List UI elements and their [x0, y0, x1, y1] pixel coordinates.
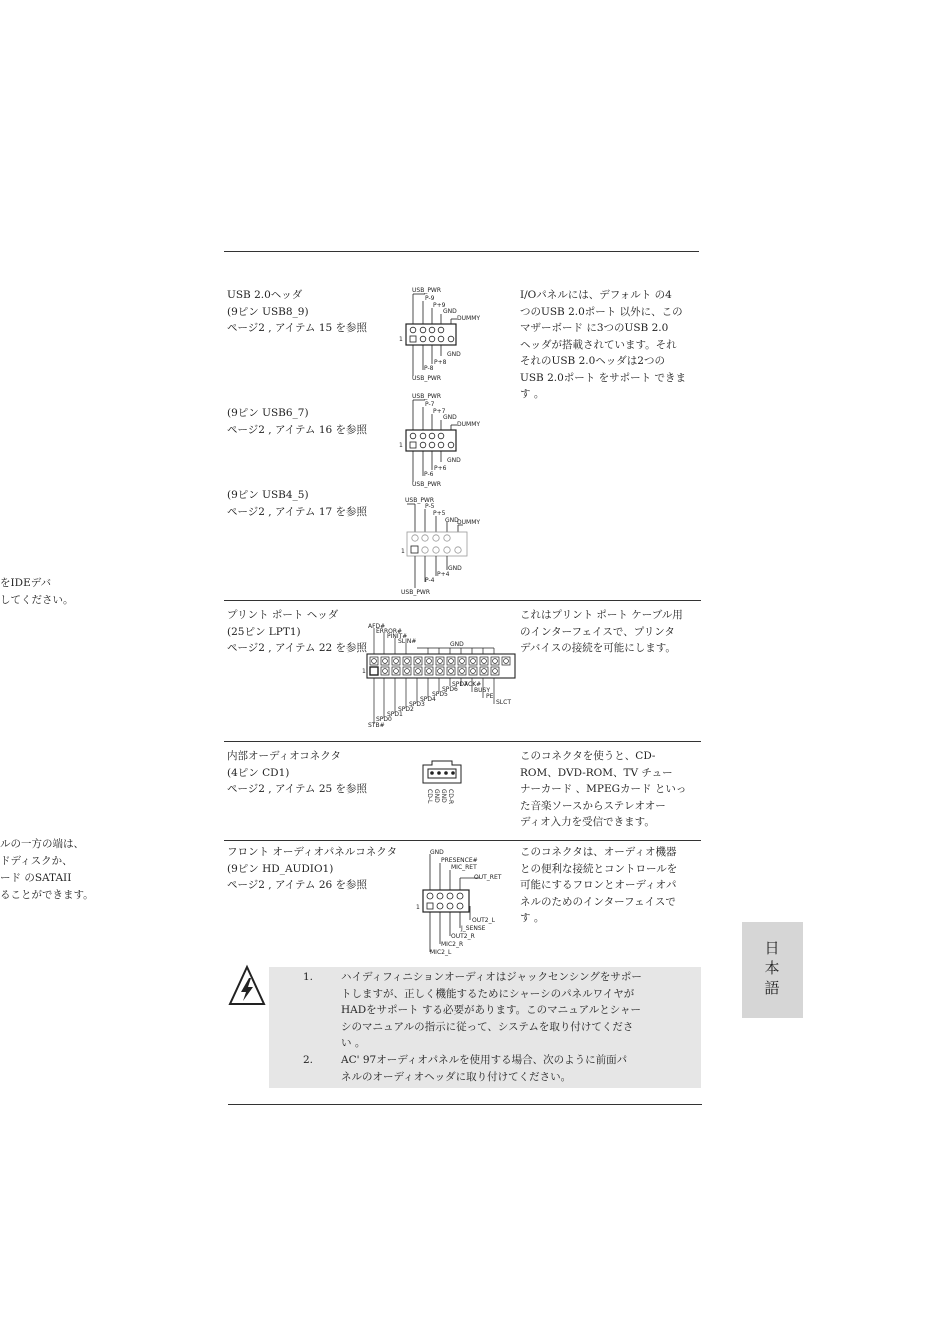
note-line: HADをサポート する必要があります。このマニュアルとシャー — [341, 1004, 642, 1016]
pin-cell — [436, 667, 444, 675]
print-ref: ページ2 , アイテム 22 を参照 — [227, 642, 368, 654]
pin — [460, 659, 465, 664]
cd-desc-line: ROM、DVD-ROM、TV チュー — [520, 766, 673, 779]
pin — [427, 659, 432, 664]
note-line: トしますが、正しく機能するためにシャーシのパネルワイヤが — [341, 987, 635, 1000]
pin-label: P-4 — [425, 577, 435, 584]
usb-header-diagram-3 — [395, 494, 495, 598]
pin-cell — [392, 657, 400, 665]
usb-labels-3 — [227, 487, 367, 520]
print-desc-line: デバイスの接続を可能にします。 — [520, 642, 676, 654]
usb-labels — [227, 287, 367, 337]
language-tab — [742, 922, 803, 1018]
usb-ref-2: ページ2 , アイテム 16 を参照 — [227, 423, 368, 436]
spill-line: ルの一方の端は、 — [0, 838, 84, 850]
pin-label: MIC2_L — [430, 949, 452, 956]
usb-title: USB 2.0ヘッダ — [227, 289, 303, 301]
pin-label: SPD1 — [387, 711, 403, 718]
pin-label: P-7 — [425, 401, 435, 408]
pin-label: OUT2_L — [472, 917, 495, 924]
pin — [438, 659, 443, 664]
pin — [471, 659, 476, 664]
usb-labels-2 — [227, 405, 367, 438]
pin-cell — [425, 657, 433, 665]
pin-cell — [414, 667, 422, 675]
rule-audio — [224, 840, 701, 841]
pin-label: PRESENCE# — [441, 857, 478, 864]
pin — [372, 659, 377, 664]
cd-desc-line: このコネクタを使うと、CD- — [520, 750, 656, 762]
pin-label: P+9 — [433, 302, 446, 309]
pin-label: SPD7 — [452, 681, 468, 688]
cd-desc-line: ディオ入力を受信できます。 — [520, 816, 655, 828]
left-spill-group-1 — [0, 575, 80, 609]
usb-description — [520, 287, 686, 403]
pin-cell — [458, 657, 466, 665]
note-number-2: 2. — [303, 1054, 314, 1066]
pin — [504, 659, 509, 664]
pin-label: SLIN# — [398, 638, 417, 645]
spill-line: ード のSATAII — [0, 872, 72, 884]
pin-label: GND — [447, 457, 461, 464]
pin-cell — [447, 667, 455, 675]
pin — [383, 659, 388, 664]
pin-cell — [370, 667, 378, 675]
audio-sub: (9ピン HD_AUDIO1) — [227, 862, 334, 875]
usb-sub-1: (9ピン USB8_9) — [227, 305, 309, 318]
usb-desc-line: USB 2.0ポート をサポート できま — [520, 371, 686, 384]
pin-cell — [414, 657, 422, 665]
note-line: シのマニュアルの指示に従って、システムを取り付けてくださ — [341, 1020, 634, 1033]
pin-label: GND — [450, 641, 464, 648]
audio-desc-line: ネルのためのインターフェイスで — [520, 895, 676, 908]
bottom-rule — [228, 1104, 702, 1105]
audio-desc-line: す 。 — [520, 912, 545, 924]
cd-connector-diagram — [418, 755, 468, 809]
pin-label: GND — [433, 789, 440, 803]
pin-cell — [491, 657, 499, 665]
pin-cell — [403, 667, 411, 675]
cd-description — [520, 748, 686, 831]
pin-label: ACK# — [464, 681, 482, 688]
spill-line: ることができます。 — [0, 889, 94, 901]
usb-desc-line: す 。 — [520, 388, 545, 400]
rule-print — [224, 600, 701, 601]
usb-ref-1: ページ2 , アイテム 15 を参照 — [227, 322, 368, 334]
pin-label: DUMMY — [457, 421, 481, 428]
pin-label: STB# — [368, 722, 385, 729]
usb-header-diagram-2 — [395, 390, 495, 490]
pin — [493, 669, 498, 674]
audio-desc-line: 可能にするフロンとオーディオパ — [520, 879, 677, 891]
usb-ref-3: ページ2 , アイテム 17 を参照 — [227, 505, 368, 518]
print-desc-line: のインターフェイスで、プリンタ — [520, 625, 675, 638]
pin-label: CD-R — [447, 789, 454, 805]
usb-desc-line: つのUSB 2.0ポート 以外に、この — [520, 305, 683, 318]
pin-cell — [381, 667, 389, 675]
pin-cell — [469, 657, 477, 665]
pin-cell — [480, 667, 488, 675]
usb-sub-2: (9ピン USB6_7) — [227, 407, 309, 419]
note-line: AC' 97オーディオパネルを使用する場合、次のように前面パ — [341, 1054, 628, 1066]
pin-label: AFD# — [368, 623, 386, 630]
pin-label: USB_PWR — [412, 481, 442, 488]
pin-label: MIC2_R — [441, 941, 464, 948]
usb-desc-line: I/Oパネルには、デフォルト の4 — [520, 289, 672, 301]
pin — [427, 669, 432, 674]
print-title: プリント ポート ヘッダ — [227, 609, 339, 621]
pin-label: GND — [440, 789, 447, 803]
language-tab-label: 日本語 — [764, 939, 780, 997]
pin-1-marker: 1 — [401, 548, 405, 555]
pin-label: USB_PWR — [401, 589, 431, 596]
usb-desc-line: ヘッダが搭載されています。それ — [520, 338, 677, 351]
pin — [383, 669, 388, 674]
pin-cell — [502, 657, 510, 665]
pin-1-marker: 1 — [399, 336, 403, 343]
usb-pwr-label: USB_PWR — [412, 287, 442, 294]
pin-label: J_SENSE — [461, 925, 486, 932]
pin-label: SLCT — [496, 699, 512, 706]
print-port-diagram — [362, 620, 522, 732]
pin-cell — [381, 657, 389, 665]
pin-1-marker: 1 — [362, 668, 366, 675]
pin — [482, 669, 487, 674]
spill-line: をIDEデバ — [0, 577, 52, 589]
audio-ref: ページ2 , アイテム 26 を参照 — [227, 879, 368, 891]
pin-label: P-5 — [425, 503, 435, 510]
pin-cell — [491, 667, 499, 675]
pin-label: GND — [443, 308, 457, 315]
note-line: ネルのオーディオヘッダに取り付けてください。 — [341, 1070, 572, 1083]
pin-label: BUSY — [474, 687, 490, 694]
pin — [449, 669, 454, 674]
pin — [405, 669, 410, 674]
audio-labels — [227, 844, 397, 894]
spill-line: してください。 — [0, 594, 74, 606]
pin-label: P-6 — [424, 471, 434, 478]
print-labels — [227, 607, 367, 657]
pin — [493, 659, 498, 664]
cd-desc-line: ナーカード 、MPEGカード といっ — [520, 783, 687, 795]
pin — [416, 669, 421, 674]
pin-cell — [436, 657, 444, 665]
note-line: ハイディフィニションオーディオはジャックセンシングをサポー — [341, 971, 642, 983]
pin-label: SPD0 — [376, 716, 392, 723]
pin — [394, 669, 399, 674]
usb-sub-3: (9ピン USB4_5) — [227, 489, 309, 501]
pin-label: SPD5 — [432, 691, 448, 698]
pin-cell — [425, 667, 433, 675]
pin-cell — [447, 657, 455, 665]
pin-label: GND — [448, 565, 462, 572]
pin-cell — [403, 657, 411, 665]
pin-label: GND — [447, 351, 461, 358]
pin-label: P+5 — [433, 510, 446, 517]
pin-label: CD-L — [426, 789, 433, 804]
spill-line: ドディスクか、 — [0, 855, 73, 867]
pin-label: SPD6 — [442, 686, 458, 693]
audio-description — [520, 844, 677, 927]
pin-label: GND — [443, 414, 457, 421]
note-line: い 。 — [341, 1037, 366, 1049]
pin-label: PE — [486, 693, 494, 700]
pin-cell — [370, 657, 378, 665]
pin-label: GND — [430, 849, 444, 856]
pin-label: SPD3 — [409, 701, 425, 708]
pin-cell — [480, 657, 488, 665]
front-audio-diagram — [414, 846, 514, 962]
cd-ref: ページ2 , アイテム 25 を参照 — [227, 783, 368, 795]
pin — [405, 659, 410, 664]
pin-label: MIC_RET — [451, 864, 477, 871]
pin-label: OUT_RET — [474, 874, 502, 881]
pin-label: PINIT# — [387, 633, 408, 640]
audio-desc-line: このコネクタは、オーディオ機器 — [520, 846, 677, 858]
note-number-1: 1. — [303, 971, 314, 983]
pin-label: DUMMY — [457, 519, 481, 526]
pin — [394, 659, 399, 664]
cd-labels — [227, 748, 367, 798]
cd-desc-line: た音楽ソースからステレオオー — [520, 799, 666, 812]
pin-label: P+4 — [437, 571, 450, 578]
pin-label: SPD2 — [398, 706, 414, 713]
pin — [482, 659, 487, 664]
print-description — [520, 607, 683, 657]
cd-title: 内部オーディオコネクタ — [227, 750, 342, 762]
pin-label: P-9 — [425, 295, 435, 302]
print-sub: (25ピン LPT1) — [227, 625, 301, 638]
pin-label: ERROR# — [376, 628, 403, 635]
audio-desc-line: との便利な接続とコントロールを — [520, 862, 678, 875]
pin — [460, 669, 465, 674]
pin-cell — [458, 667, 466, 675]
pin — [449, 659, 454, 664]
pin-label: P+6 — [434, 465, 447, 472]
pin-label: DUMMY — [457, 315, 481, 322]
pin — [471, 669, 476, 674]
top-rule — [224, 251, 699, 252]
pin-label: P+7 — [433, 408, 446, 415]
pin — [416, 659, 421, 664]
pin-label: USB_PWR — [405, 497, 435, 504]
pin — [438, 669, 443, 674]
pin-cell — [469, 667, 477, 675]
print-desc-line: これはプリント ポート ケーブル用 — [520, 609, 683, 621]
pin-label: GND — [445, 517, 459, 524]
pin-label: USB_PWR — [412, 393, 442, 400]
warning-icon — [227, 964, 267, 1008]
pin-label: P-8 — [424, 365, 434, 372]
usb-header-diagram-1 — [395, 284, 495, 384]
usb-desc-line: マザーボード に3つのUSB 2.0 — [520, 322, 669, 334]
usb-desc-line: それのUSB 2.0ヘッダは2つの — [520, 355, 665, 367]
pin-label: P+8 — [434, 359, 447, 366]
pin-1-marker: 1 — [416, 904, 420, 911]
audio-title: フロント オーディオパネルコネクタ — [227, 846, 398, 858]
rule-cd — [224, 741, 701, 742]
pin-label: OUT2_R — [451, 933, 475, 940]
pin-cell — [392, 667, 400, 675]
pin-1-marker: 1 — [399, 442, 403, 449]
note-box — [269, 967, 701, 1088]
left-spill-group-2 — [0, 836, 95, 906]
pin-label: USB_PWR — [412, 375, 442, 382]
cd-sub: (4ピン CD1) — [227, 766, 290, 779]
pin-label: SPD4 — [420, 696, 436, 703]
